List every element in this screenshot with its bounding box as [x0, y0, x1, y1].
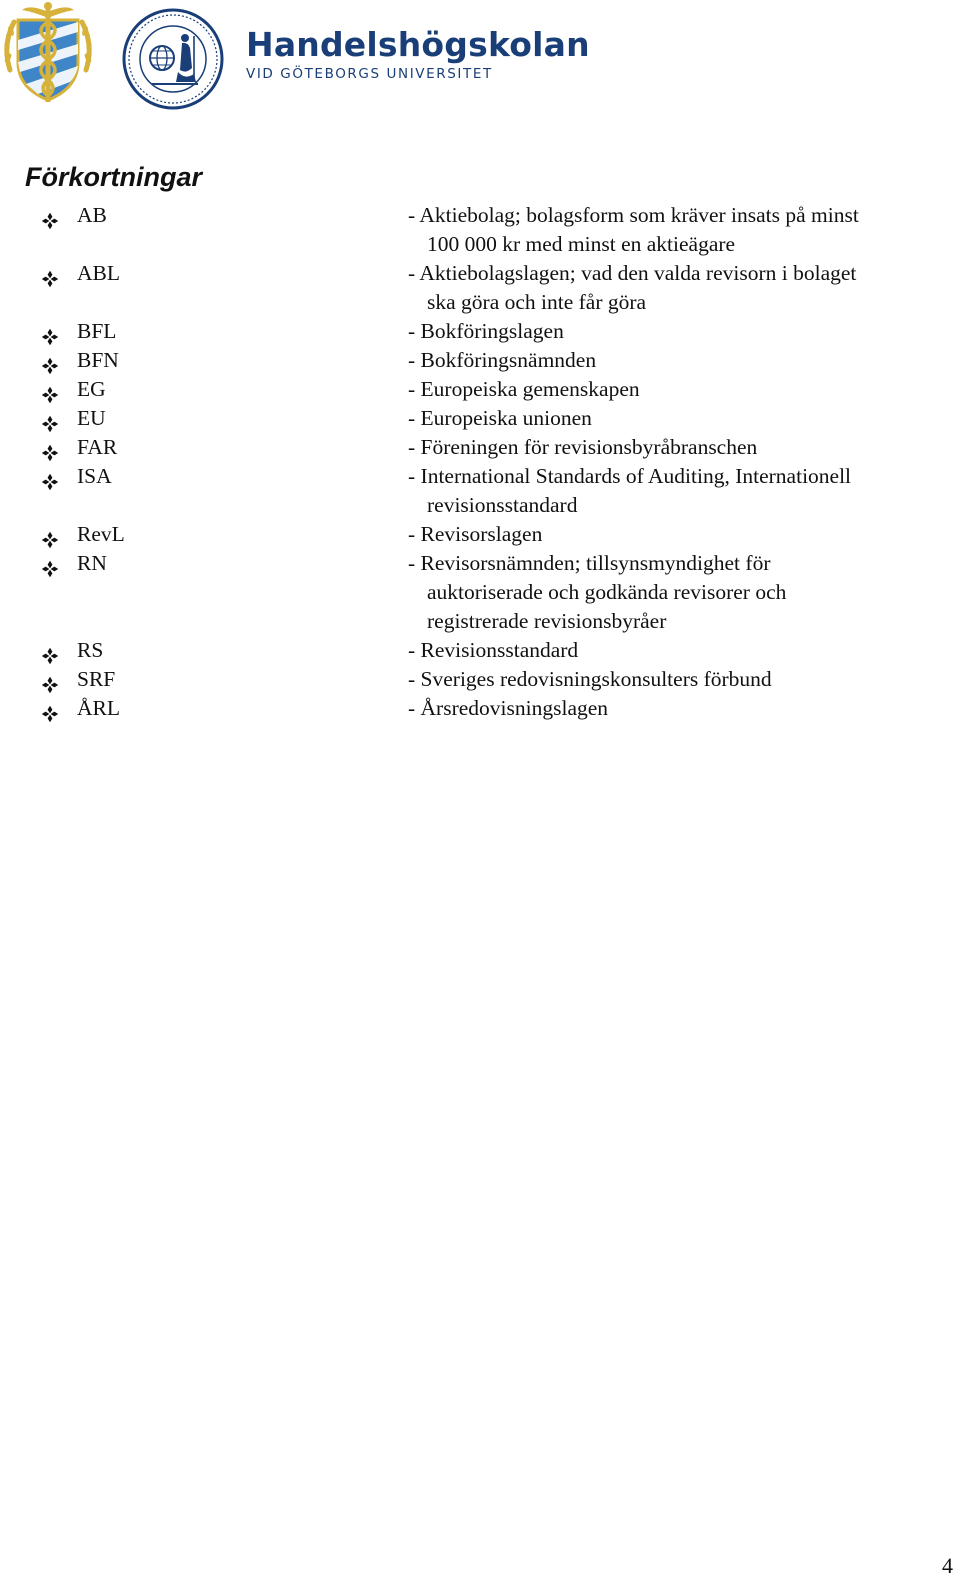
diamond-bullet-icon — [41, 644, 59, 662]
list-item — [0, 520, 960, 549]
page-number: 4 — [942, 1553, 953, 1578]
diamond-bullet-icon — [41, 702, 59, 720]
abbreviation-term: RevL — [77, 522, 125, 546]
list-item — [0, 317, 960, 346]
diamond-bullet-icon — [41, 470, 59, 488]
list-item — [0, 462, 960, 520]
abbreviation-term: BFL — [77, 319, 117, 343]
diamond-bullet-icon — [41, 557, 59, 575]
abbreviation-definition — [408, 665, 948, 694]
definition-line: - Bokföringsnämnden — [408, 348, 597, 372]
definition-line: - Aktiebolag; bolagsform som kräver insats på minst — [408, 203, 859, 227]
university-seal-icon — [122, 8, 224, 110]
list-item — [0, 375, 960, 404]
list-item — [0, 549, 960, 636]
definition-line: registrerade revisionsbyråer — [427, 609, 667, 633]
abbreviation-term: EU — [77, 406, 106, 430]
definition-line: auktoriserade och godkända revisorer och — [427, 580, 787, 604]
list-item — [0, 259, 960, 317]
abbreviation-term: ÅRL — [77, 696, 120, 720]
definition-line: - Sveriges redovisningskonsulters förbund — [408, 667, 772, 691]
definition-line: - Revisorslagen — [408, 522, 543, 546]
definition-line: - Europeiska unionen — [408, 406, 592, 430]
definition-line: - Årsredovisningslagen — [408, 696, 609, 720]
abbreviation-term: SRF — [77, 667, 116, 691]
list-item — [0, 694, 960, 723]
definition-line: revisionsstandard — [427, 493, 578, 517]
list-item — [0, 665, 960, 694]
section-title: Förkortningar — [25, 162, 203, 192]
abbreviation-term: EG — [77, 377, 106, 401]
diamond-bullet-icon — [41, 209, 59, 227]
brand-block — [246, 26, 590, 82]
abbreviation-definition — [408, 259, 948, 317]
abbreviation-definition — [408, 375, 948, 404]
abbreviation-list — [0, 201, 960, 723]
abbreviation-definition — [408, 201, 948, 259]
definition-line: - Föreningen för revisionsbyråbranschen — [408, 435, 758, 459]
abbreviation-term: ABL — [77, 261, 120, 285]
abbreviation-definition — [408, 404, 948, 433]
abbreviation-definition — [408, 462, 948, 520]
abbreviation-term: RN — [77, 551, 107, 575]
diamond-bullet-icon — [41, 325, 59, 343]
abbreviation-definition — [408, 346, 948, 375]
abbreviation-term: FAR — [77, 435, 118, 459]
brand-subtitle: VID GÖTEBORGS UNIVERSITET — [246, 66, 493, 82]
caduceus-crest-icon — [0, 0, 96, 110]
list-item — [0, 636, 960, 665]
abbreviation-definition — [408, 317, 948, 346]
list-item — [0, 346, 960, 375]
diamond-bullet-icon — [41, 441, 59, 459]
abbreviation-term: AB — [77, 203, 107, 227]
abbreviation-definition — [408, 520, 948, 549]
definition-line: - Europeiska gemenskapen — [408, 377, 640, 401]
diamond-bullet-icon — [41, 267, 59, 285]
abbreviation-definition — [408, 549, 948, 636]
diamond-bullet-icon — [41, 528, 59, 546]
abbreviation-term: RS — [77, 638, 104, 662]
list-item — [0, 404, 960, 433]
diamond-bullet-icon — [41, 383, 59, 401]
diamond-bullet-icon — [41, 412, 59, 430]
page-header — [0, 0, 960, 115]
brand-name: Handelshögskolan — [246, 25, 590, 64]
list-item — [0, 201, 960, 259]
abbreviation-term: ISA — [77, 464, 112, 488]
abbreviation-definition — [408, 636, 948, 665]
diamond-bullet-icon — [41, 673, 59, 691]
abbreviation-definition — [408, 433, 948, 462]
definition-line: - Aktiebolagslagen; vad den valda revisorn i bolaget — [408, 261, 857, 285]
definition-line: ska göra och inte får göra — [427, 290, 647, 314]
diamond-bullet-icon — [41, 354, 59, 372]
abbreviation-definition — [408, 694, 948, 723]
abbreviation-term: BFN — [77, 348, 119, 372]
definition-line: 100 000 kr med minst en aktieägare — [427, 232, 736, 256]
definition-line: - International Standards of Auditing, Internationell — [408, 464, 852, 488]
definition-line: - Revisionsstandard — [408, 638, 579, 662]
list-item — [0, 433, 960, 462]
definition-line: - Bokföringslagen — [408, 319, 564, 343]
definition-line: - Revisorsnämnden; tillsynsmyndighet för — [408, 551, 771, 575]
